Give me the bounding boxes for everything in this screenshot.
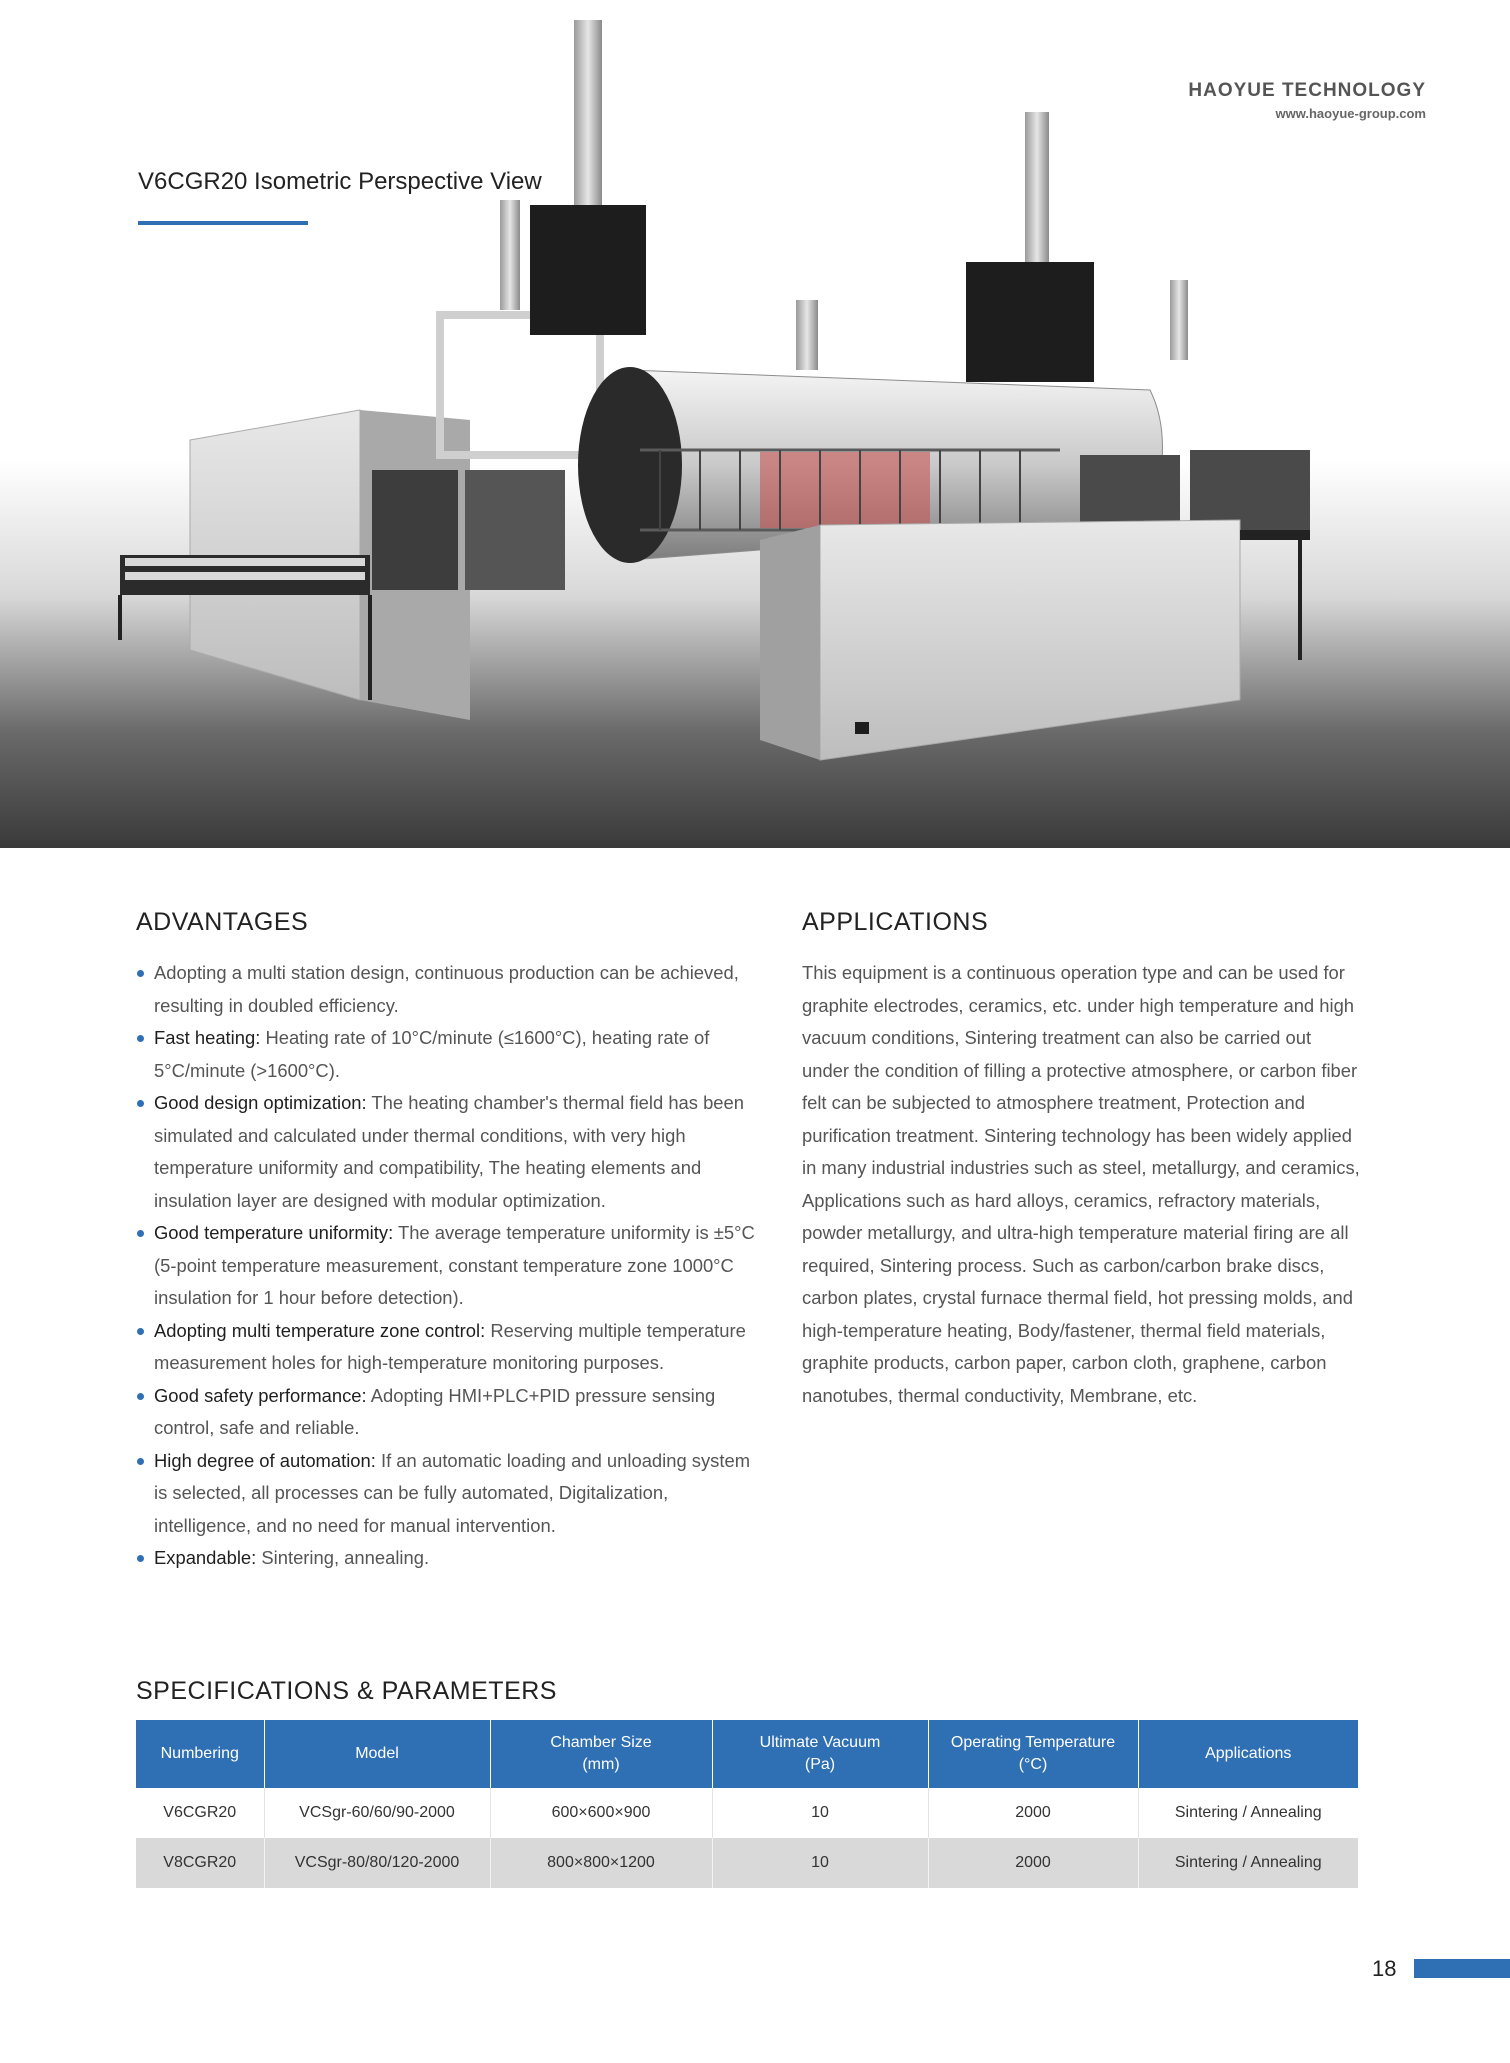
table-cell: 600×600×900 bbox=[490, 1788, 712, 1838]
item-text: Adopting a multi station design, continuous production can be achieved, resulting in doubled efficiency. bbox=[154, 962, 739, 1016]
item-label: Good design optimization: bbox=[154, 1092, 367, 1113]
table-cell: 2000 bbox=[928, 1838, 1138, 1888]
item-text: Sintering, annealing. bbox=[256, 1547, 430, 1568]
list-item bbox=[136, 1022, 756, 1087]
column-header-chamber-size: Chamber Size (mm) bbox=[490, 1720, 712, 1788]
table-cell: Sintering / Annealing bbox=[1174, 1804, 1322, 1821]
table-row bbox=[136, 1838, 1358, 1888]
applications-heading: APPLICATIONS bbox=[802, 908, 989, 936]
bullet-icon bbox=[137, 1393, 144, 1400]
list-item bbox=[136, 957, 756, 1022]
table-cell: Sintering / Annealing bbox=[1138, 1838, 1358, 1888]
table-cell: VCSgr-80/80/120-2000 bbox=[264, 1838, 490, 1888]
column-header-ultimate-vacuum: Ultimate Vacuum (Pa) bbox=[712, 1720, 928, 1788]
column-header-operating-temperature: Operating Temperature (°C) bbox=[928, 1720, 1138, 1788]
item-text: Heating rate of 10°C/minute (≤1600°C), heating rate of 5°C/minute (>1600°C). bbox=[154, 1027, 710, 1081]
table-cell: VCSgr-60/60/90-2000 bbox=[264, 1788, 490, 1838]
list-item bbox=[136, 1217, 756, 1315]
item-label: Fast heating: bbox=[154, 1027, 261, 1048]
bullet-icon bbox=[137, 1035, 144, 1042]
table-header-row bbox=[136, 1720, 1358, 1788]
list-item bbox=[136, 1315, 756, 1380]
brand-name: HAOYUE TECHNOLOGY bbox=[1188, 80, 1426, 101]
advantages-list bbox=[136, 957, 756, 1575]
column-header-numbering: Numbering bbox=[136, 1720, 264, 1788]
bullet-icon bbox=[137, 1555, 144, 1562]
item-label: Good temperature uniformity: bbox=[154, 1222, 394, 1243]
list-item bbox=[136, 1087, 756, 1217]
item-text: The heating chamber's thermal field has been simulated and calculated under thermal conditions, with very high temperature uniformity and compatibility, The heating elements and insulation layer are designed with modular optimization. bbox=[154, 1092, 744, 1211]
table-cell: 10 bbox=[712, 1838, 928, 1888]
page-accent-bar bbox=[1414, 1959, 1510, 1978]
figure-title: V6CGR20 Isometric Perspective View bbox=[138, 168, 542, 195]
table-cell: 10 bbox=[712, 1788, 928, 1838]
brand-website[interactable]: www.haoyue-group.com bbox=[1275, 106, 1426, 121]
item-text: Adopting HMI+PLC+PID pressure sensing control, safe and reliable. bbox=[154, 1384, 716, 1438]
column-header-applications: Applications bbox=[1138, 1720, 1358, 1788]
column-header-model: Model bbox=[264, 1720, 490, 1788]
table-cell: V6CGR20 bbox=[136, 1788, 264, 1838]
bullet-icon bbox=[137, 1230, 144, 1237]
item-text: The average temperature uniformity is ±5°C (5-point temperature measurement, constant temperature zone 1000°C insulation for 1 hour before detection). bbox=[154, 1222, 755, 1308]
item-text: Reserving multiple temperature measurement holes for high-temperature monitoring purposes. bbox=[154, 1319, 746, 1373]
advantages-heading: ADVANTAGES bbox=[136, 908, 309, 936]
bullet-icon bbox=[137, 970, 144, 977]
list-item bbox=[136, 1380, 756, 1445]
specifications-heading: SPECIFICATIONS & PARAMETERS bbox=[136, 1677, 557, 1705]
item-label: Adopting multi temperature zone control: bbox=[154, 1319, 486, 1341]
item-text: If an automatic loading and unloading system is selected, all processes can be fully automated, Digitalization, intelligence, and no need for manual intervention. bbox=[154, 1449, 751, 1536]
bullet-icon bbox=[137, 1458, 144, 1465]
table-row bbox=[136, 1788, 1358, 1838]
applications-text: This equipment is a continuous operation type and can be used for graphite electrodes, ceramics, etc. under high temperature and high vacuum conditions, Sintering treatment can also be carried out under the condition of filling a protective atmosphere, or carbon fiber felt can be subjected to atmosphere treatment, Protection and purification treatment. Sintering technology has been widely applied in many industrial industries such as steel, metallurgy, and ceramics, Applications such as hard alloys, ceramics, refractory materials, powder metallurgy, and ultra-high temperature material firing are all required, Sintering process. Such as carbon/carbon brake discs, carbon plates, crystal furnace thermal field, hot pressing molds, and high-temperature heating, Body/fastener, thermal field materials, graphite products, carbon paper, carbon cloth, graphene, carbon nanotubes, thermal conductivity, Membrane, etc. bbox=[802, 962, 1360, 1406]
title-underline bbox=[138, 221, 308, 225]
furnace-render bbox=[0, 0, 1510, 848]
specifications-table bbox=[136, 1720, 1358, 1888]
bullet-icon bbox=[137, 1328, 144, 1335]
page-number: 18 bbox=[1372, 1956, 1397, 1981]
bullet-icon bbox=[137, 1100, 144, 1107]
list-item bbox=[136, 1542, 756, 1575]
item-label: Expandable: bbox=[154, 1547, 257, 1568]
list-item bbox=[136, 1445, 756, 1543]
table-cell: 2000 bbox=[928, 1788, 1138, 1838]
item-label: High degree of automation: bbox=[154, 1449, 376, 1471]
item-label: Good safety performance: bbox=[154, 1384, 367, 1406]
table-cell: V8CGR20 bbox=[136, 1838, 264, 1888]
table-cell: 800×800×1200 bbox=[490, 1838, 712, 1888]
brand-block bbox=[1188, 80, 1426, 121]
furnace-illustration bbox=[0, 0, 1510, 848]
